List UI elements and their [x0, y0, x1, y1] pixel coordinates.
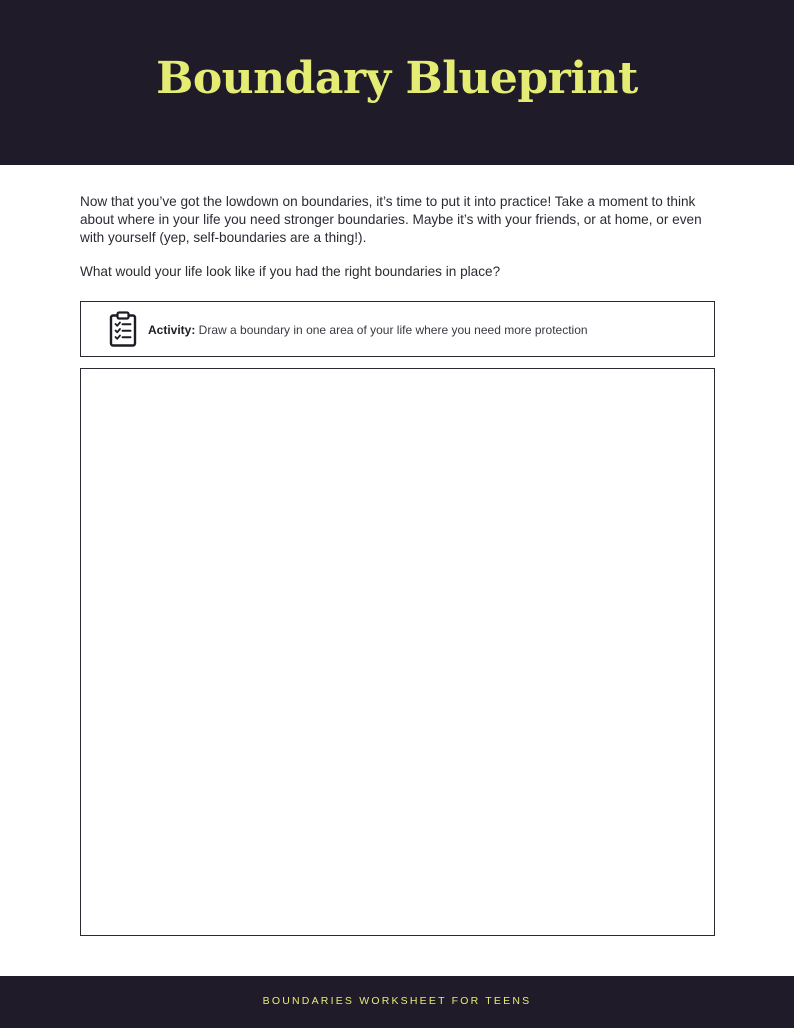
activity-description: Draw a boundary in one area of your life where you need more protection	[195, 323, 588, 337]
drawing-area[interactable]	[80, 368, 715, 936]
activity-instruction	[148, 322, 588, 338]
footer-text: BOUNDARIES WORKSHEET FOR TEENS	[262, 994, 532, 1007]
page-title: Boundary Blueprint	[156, 53, 638, 104]
activity-box	[80, 301, 715, 357]
intro-paragraph: Now that you’ve got the lowdown on boundaries, it’s time to put it into practice! Take a moment to think about where in your life you need stronger boundaries. Maybe it’s with your friends, or at home, or even with yourself (yep, self-boundaries are a thing!).	[80, 194, 702, 245]
footer-banner	[0, 976, 794, 1028]
reflection-question: What would your life look like if you had the right boundaries in place?	[80, 264, 501, 279]
clipboard-checklist-icon	[109, 311, 137, 347]
activity-label: Activity:	[148, 323, 196, 337]
header-banner	[0, 0, 794, 165]
